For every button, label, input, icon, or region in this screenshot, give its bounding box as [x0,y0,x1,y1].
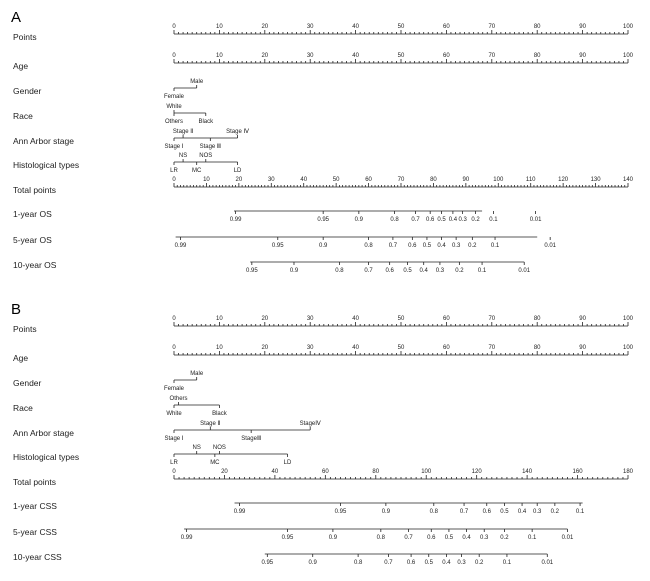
total-points-tick-label: 80 [430,177,437,183]
level-label-mc: MC [210,460,220,466]
5-year-css-prob-label: 0.1 [527,535,537,541]
1-year-css-prob-label: 0.95 [334,509,347,515]
level-label-male: Male [190,79,204,85]
total-points-tick-label: 0 [172,469,176,475]
level-label-stage: Stage Ⅱ [200,421,221,427]
1-year-css-prob-label: 0.8 [429,509,438,515]
total-points-tick-label: 40 [271,469,279,475]
1-year-os-prob-label: 0.01 [529,217,542,223]
age-tick-label: 40 [352,345,359,351]
age-tick-label: 100 [622,53,634,59]
5-year-css-prob-label: 0.4 [462,535,471,541]
points-tick-label: 60 [443,316,450,322]
level-label-nos: NOS [212,445,226,451]
points-tick-label: 50 [397,316,405,322]
points-tick-label: 0 [172,316,176,322]
age-tick-label: 0 [172,53,176,59]
total-points-tick-label: 100 [421,469,432,475]
total-points-tick-label: 50 [332,177,340,183]
row-label-gender: Gender [13,86,42,96]
level-label-female: Female [163,94,185,100]
row-label-ann-arbor-stage: Ann Arbor stage [13,136,74,146]
10-year-os-prob-label: 0.7 [364,268,373,274]
1-year-os-prob-label: 0.7 [411,217,420,223]
points-tick-label: 30 [306,24,314,30]
total-points-tick-label: 100 [493,177,504,183]
total-points-tick-label: 40 [300,177,308,183]
1-year-os-prob-label: 0.99 [229,217,242,223]
age-tick-label: 80 [533,53,541,59]
total-points-tick-label: 30 [267,177,275,183]
level-label-mc: MC [192,168,202,174]
5-year-os-prob-label: 0.01 [544,243,557,249]
5-year-css-prob-label: 0.6 [427,535,436,541]
10-year-css-prob-label: 0.8 [353,560,363,566]
5-year-css-prob-label: 0.8 [376,535,385,541]
10-year-os-prob-label: 0.2 [455,268,464,274]
total-points-tick-label: 120 [558,177,569,183]
level-label-stage: Stage Ⅰ [164,144,184,150]
1-year-css-prob-label: 0.2 [550,509,560,515]
total-points-tick-label: 140 [622,177,634,183]
row-label-histological-types: Histological types [13,452,80,462]
10-year-css-prob-label: 0.95 [261,560,274,566]
1-year-os-prob-label: 0.2 [471,217,480,223]
5-year-css-prob-label: 0.01 [561,535,574,541]
points-tick-label: 70 [488,316,496,322]
total-points-tick-label: 60 [321,469,329,475]
level-label-ld: LD [283,460,292,466]
5-year-css-prob-label: 0.5 [444,535,454,541]
5-year-os-prob-label: 0.2 [468,243,477,249]
10-year-css-prob-label: 0.5 [424,560,433,566]
total-points-tick-label: 110 [525,177,536,183]
level-label-stage: Stage Ⅰ [164,436,184,442]
row-label-1-year-os: 1-year OS [13,209,52,219]
row-label-1-year-css: 1-year CSS [13,501,57,511]
10-year-os-prob-label: 0.4 [419,268,428,274]
age-tick-label: 90 [579,53,586,59]
level-label-stage: Stage Ⅲ [199,144,222,150]
5-year-os-prob-label: 0.3 [451,243,461,249]
5-year-css-prob-label: 0.95 [281,535,294,541]
age-tick-label: 0 [172,345,176,351]
points-tick-label: 60 [443,24,450,30]
row-label-5-year-os: 5-year OS [13,235,52,245]
total-points-tick-label: 130 [590,177,601,183]
total-points-tick-label: 10 [203,177,210,183]
age-tick-label: 10 [216,53,223,59]
row-label-5-year-css: 5-year CSS [13,527,57,537]
10-year-css-prob-label: 0.1 [502,560,512,566]
level-label-stage: Stage Ⅱ [172,129,194,135]
1-year-os-prob-label: 0.1 [489,217,498,223]
level-label-male: Male [190,371,204,377]
level-label-ld: LD [233,168,242,174]
10-year-css-prob-label: 0.6 [406,560,416,566]
points-tick-label: 10 [216,24,223,30]
points-tick-label: 90 [579,316,586,322]
points-tick-label: 20 [261,316,269,322]
points-tick-label: 70 [488,24,496,30]
level-label-ns: NS [178,153,188,159]
5-year-css-prob-label: 0.99 [180,535,193,541]
total-points-tick-label: 140 [522,469,533,475]
age-tick-label: 100 [622,345,634,351]
5-year-css-prob-label: 0.7 [404,535,413,541]
points-tick-label: 90 [579,24,586,30]
1-year-css-prob-label: 0.6 [482,509,491,515]
total-points-tick-label: 90 [462,177,470,183]
age-tick-label: 70 [488,53,496,59]
1-year-css-prob-label: 0.4 [517,509,527,515]
row-label-age: Age [13,353,29,363]
points-tick-label: 50 [397,24,405,30]
5-year-css-prob-label: 0.2 [500,535,509,541]
total-points-tick-label: 20 [235,177,243,183]
level-label-stage: Stage Ⅳ [226,129,250,135]
age-tick-label: 10 [216,345,223,351]
1-year-css-prob-label: 0.5 [500,509,509,515]
10-year-os-prob-label: 0.3 [435,268,445,274]
5-year-os-prob-label: 0.8 [364,243,373,249]
level-label-lr: LR [170,168,178,174]
row-label-histological-types: Histological types [13,160,80,170]
age-tick-label: 80 [533,345,541,351]
1-year-css-prob-label: 0.1 [575,509,585,515]
level-label-stage: StageⅣ [299,421,321,427]
10-year-css-prob-label: 0.7 [384,560,393,566]
1-year-os-prob-label: 0.6 [426,217,435,223]
level-label-black: Black [212,411,227,417]
level-label-stage: StageⅢ [241,436,262,442]
10-year-css-prob-label: 0.9 [308,560,317,566]
total-points-tick-label: 20 [221,469,228,475]
10-year-os-prob-label: 0.5 [403,268,412,274]
panel-label: B [11,301,22,318]
5-year-os-prob-label: 0.7 [388,243,398,249]
points-tick-label: 30 [306,316,314,322]
level-label-ns: NS [192,445,201,451]
level-label-white: White [166,411,182,417]
10-year-os-prob-label: 0.1 [477,268,487,274]
5-year-os-prob-label: 0.99 [174,243,187,249]
5-year-os-prob-label: 0.9 [318,243,328,249]
10-year-css-prob-label: 0.3 [457,560,466,566]
age-tick-label: 30 [306,345,314,351]
age-tick-label: 40 [352,53,359,59]
row-label-points: Points [13,324,37,334]
row-label-race: Race [13,403,33,413]
1-year-os-prob-label: 0.8 [390,217,399,223]
10-year-os-prob-label: 0.6 [385,268,394,274]
10-year-os-prob-label: 0.95 [245,268,258,274]
panel-label: A [11,9,22,26]
5-year-os-prob-label: 0.95 [271,243,284,249]
row-label-total-points: Total points [13,477,56,487]
points-tick-label: 10 [216,316,223,322]
row-label-age: Age [13,61,29,71]
points-tick-label: 80 [533,316,541,322]
row-label-gender: Gender [13,378,42,388]
1-year-css-prob-label: 0.9 [381,509,391,515]
points-tick-label: 40 [352,24,359,30]
row-label-ann-arbor-stage: Ann Arbor stage [13,428,74,438]
total-points-tick-label: 0 [172,177,176,183]
level-label-female: Female [163,386,185,392]
total-points-tick-label: 60 [365,177,372,183]
total-points-tick-label: 70 [397,177,405,183]
1-year-os-prob-label: 0.3 [458,217,467,223]
1-year-os-prob-label: 0.9 [354,217,364,223]
age-tick-label: 50 [397,53,405,59]
10-year-css-prob-label: 0.01 [541,560,554,566]
level-label-white: White [166,104,182,110]
age-tick-label: 60 [443,53,450,59]
level-label-others: Others [169,396,188,402]
points-tick-label: 40 [352,316,359,322]
age-tick-label: 90 [579,345,586,351]
1-year-os-prob-label: 0.4 [448,217,458,223]
10-year-os-prob-label: 0.01 [518,268,531,274]
row-label-total-points: Total points [13,185,56,195]
5-year-os-prob-label: 0.5 [422,243,432,249]
5-year-css-prob-label: 0.3 [480,535,489,541]
1-year-css-prob-label: 0.99 [233,509,246,515]
level-label-lr: LR [170,460,178,466]
row-label-10-year-css: 10-year CSS [13,552,62,562]
row-label-10-year-os: 10-year OS [13,260,57,270]
level-label-black: Black [198,119,214,125]
points-tick-label: 80 [533,24,541,30]
1-year-css-prob-label: 0.7 [459,509,469,515]
age-tick-label: 20 [261,53,269,59]
age-tick-label: 60 [443,345,450,351]
points-tick-label: 100 [622,316,634,322]
5-year-os-prob-label: 0.4 [437,243,446,249]
1-year-os-prob-label: 0.5 [437,217,446,223]
age-tick-label: 20 [261,345,269,351]
10-year-css-prob-label: 0.2 [475,560,484,566]
10-year-os-prob-label: 0.9 [289,268,299,274]
age-tick-label: 70 [488,345,496,351]
10-year-os-prob-label: 0.8 [335,268,344,274]
1-year-os-prob-label: 0.95 [317,217,330,223]
row-label-points: Points [13,32,37,42]
1-year-css-prob-label: 0.3 [533,509,542,515]
points-tick-label: 100 [622,24,634,30]
age-tick-label: 50 [397,345,405,351]
5-year-os-prob-label: 0.1 [490,243,500,249]
total-points-tick-label: 120 [471,469,482,475]
points-tick-label: 0 [172,24,176,30]
10-year-css-prob-label: 0.4 [442,560,451,566]
5-year-css-prob-label: 0.9 [328,535,338,541]
5-year-os-prob-label: 0.6 [408,243,417,249]
total-points-tick-label: 160 [572,469,583,475]
row-label-race: Race [13,111,33,121]
level-label-nos: NOS [199,153,213,159]
level-label-others: Others [164,119,184,125]
total-points-tick-label: 180 [622,469,634,475]
total-points-tick-label: 80 [372,469,380,475]
points-tick-label: 20 [261,24,269,30]
age-tick-label: 30 [306,53,314,59]
